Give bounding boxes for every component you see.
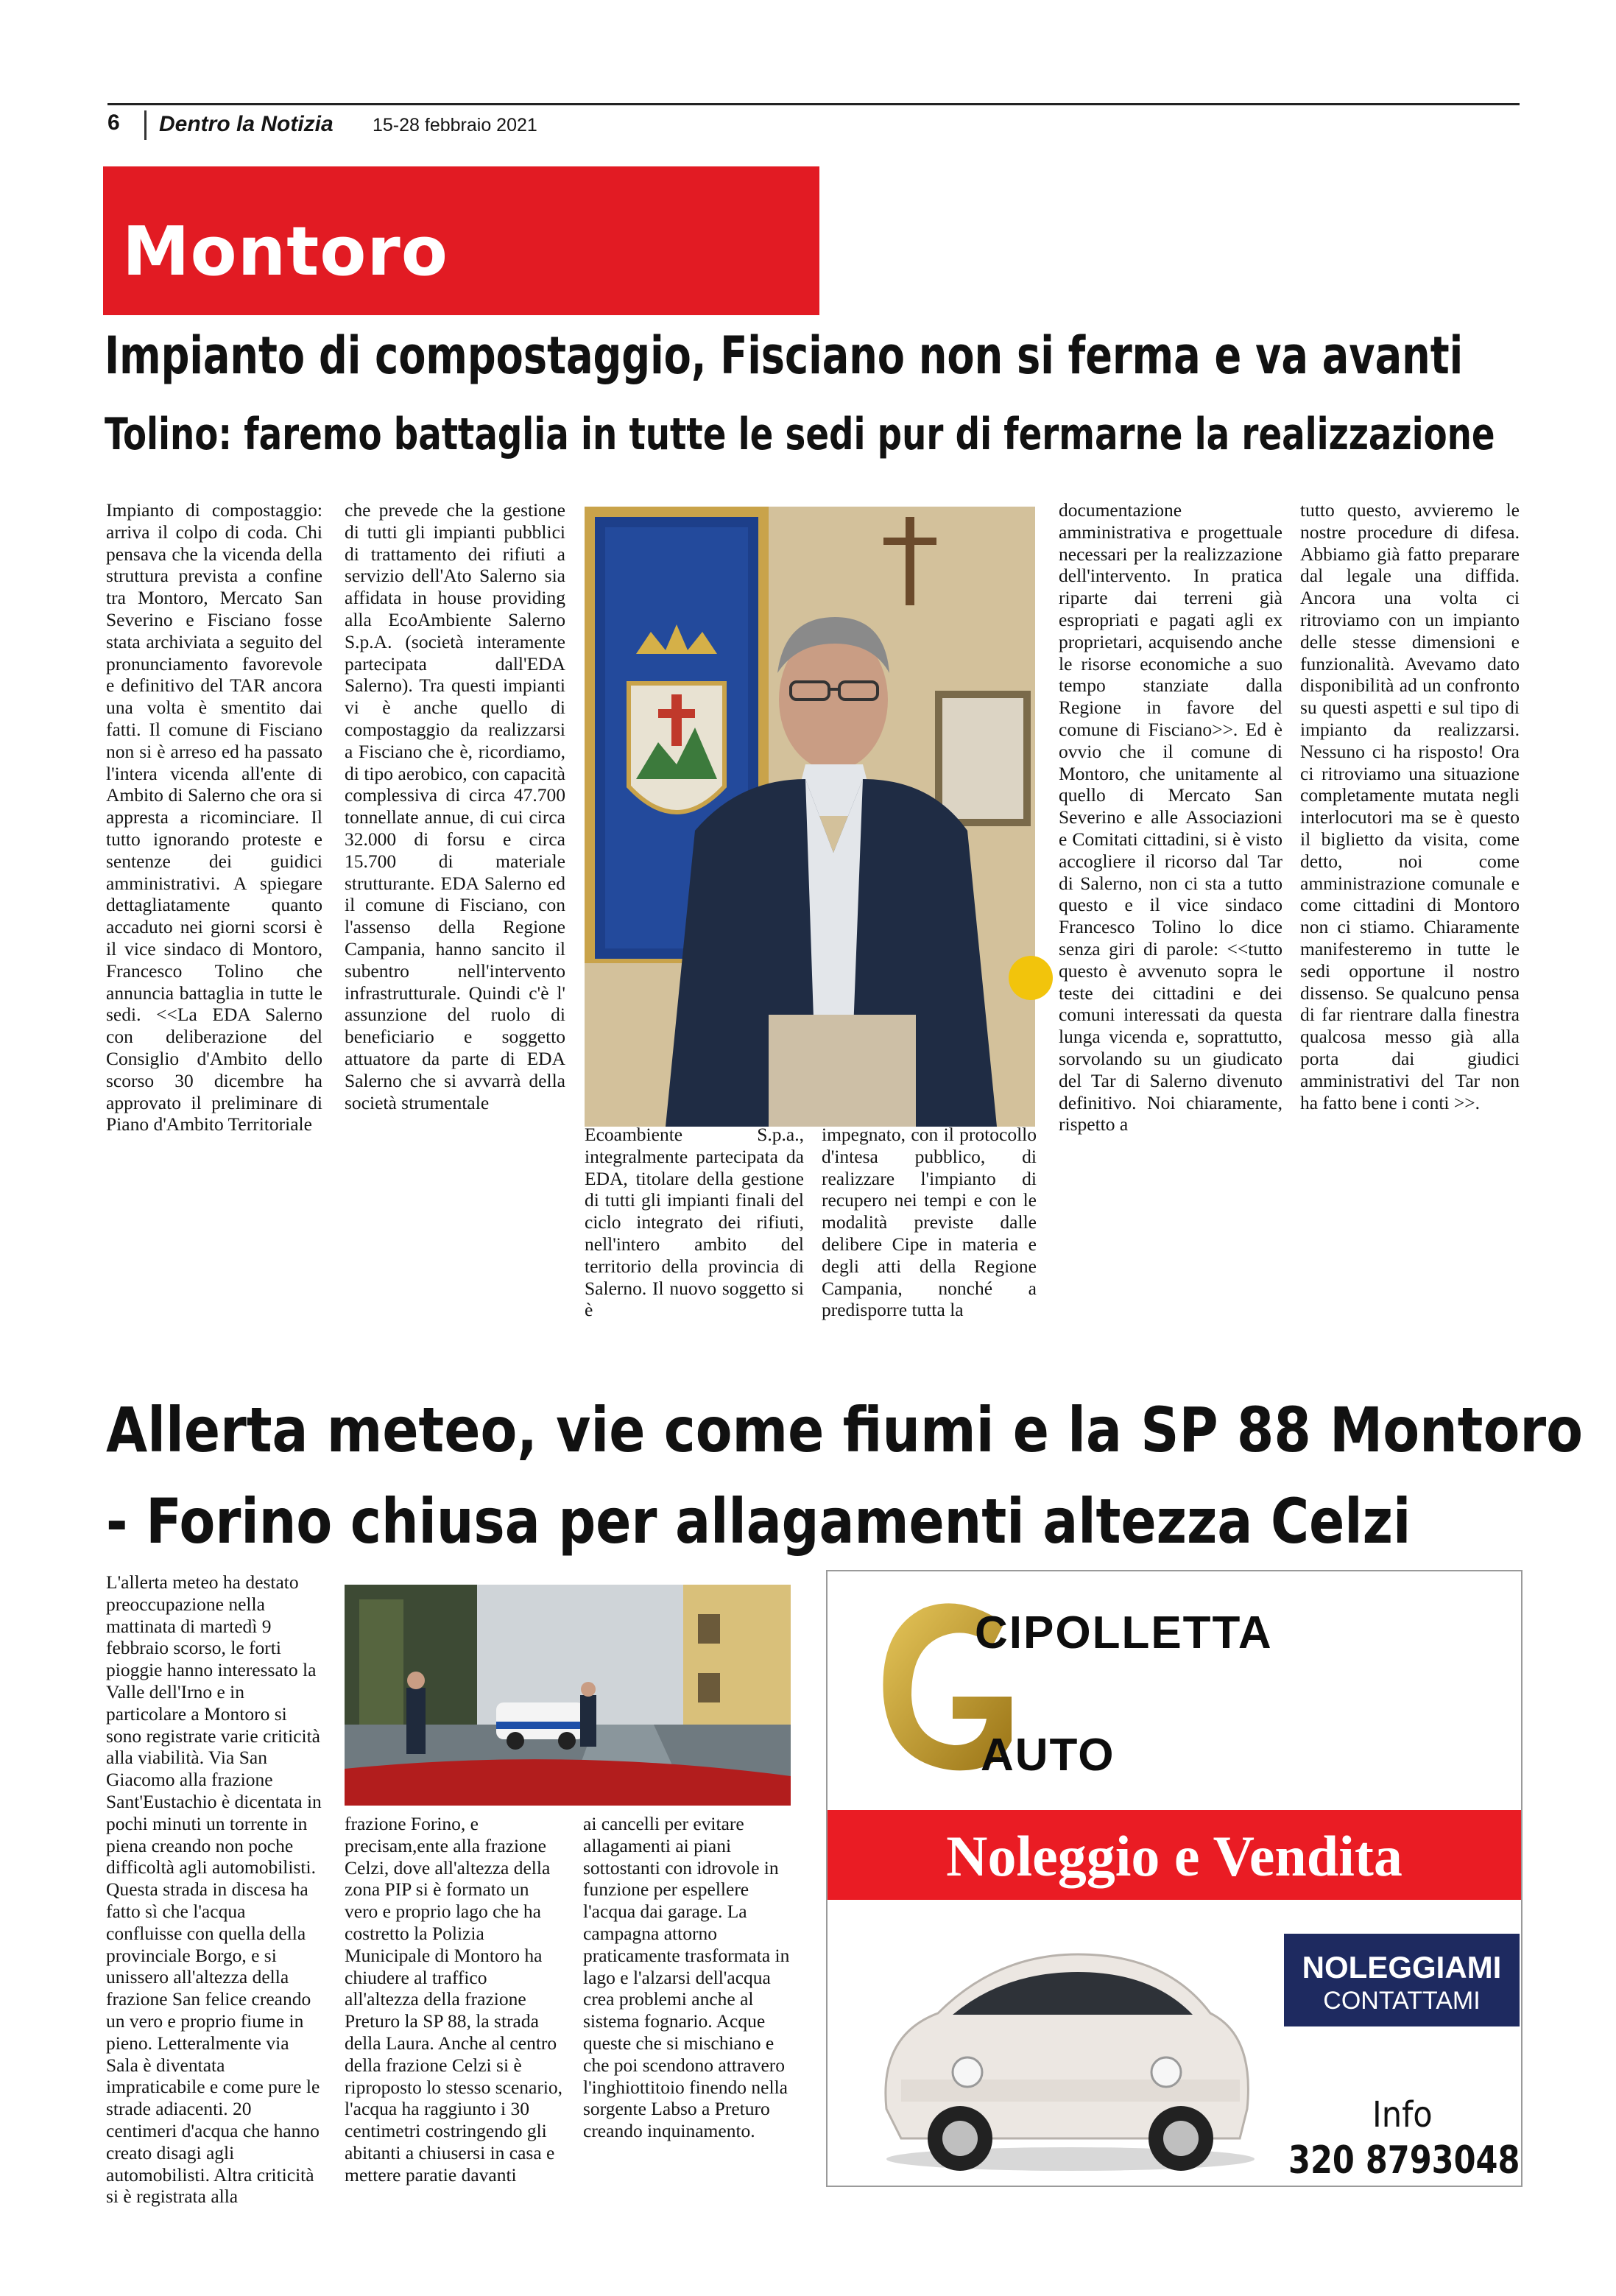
- publication-name: Dentro la Notizia: [159, 112, 334, 136]
- article1-column-5: documentazione amministrativa e progettuale necessari per la realizzazione dell'intervento. In pratica riparte dai terreni già espropriati e pagati agli ex proprietari, acquisendo anche le risorse economiche a suo tempo stanziate dalla Regione in favore del comune di Fisciano>>. Ed è ovvio che il comune di Montoro, che unitamente al quello di Mercato San Severino e alle Associazioni e Comitati cittadini, si è visto accogliere il ricorso dal Tar di Salerno, non ci sta a tutto questo e il vice sindaco Francesco Tolino lo dice senza giri di parole: <<tutto questo è avvenuto sopra le teste dei cittadini e dei comuni interessati da questa lunga vicenda e, soprattutto, sorvolando su un giudicato del Tar di Salerno divenuto definitivo. Noi chiaramente, rispetto a: [1059, 499, 1282, 1135]
- article2-headline-line1: Allerta meteo, vie come fiumi e la SP 88 Montoro: [106, 1394, 1583, 1466]
- article2-column-1: L'allerta meteo ha destato preoccupazione nella mattinata di martedì 9 febbraio scorso, le forti pioggie hanno interessato la Valle dell'Irno e in particolare a Montoro si sono registrate varie criticità alla viabilità. Via San Giacomo alla frazione Sant'Eustachio è dicentata in pochi minuti un torrente in piena creando non poche difficoltà agli automobilisti. Questa strada in discesa ha fatto sì che l'acqua confluisse con quella della provinciale Borgo, e si unissero all'altezza della frazione San felice creando un vero e proprio fiume in pieno. Letteralmente via Sala è diventata impraticabile e come pure le strade adiacenti. 20 centimeri d'acqua che hanno creato disagi agli automobilisti. Altra criticità si è registrata alla: [106, 1571, 322, 2208]
- ad-brand-sub: AUTO: [981, 1730, 1115, 1781]
- article1-subheadline: Tolino: faremo battaglia in tutte le sedi pur di fermarne la realizzazione: [105, 409, 1495, 460]
- article1-column-4: impegnato, con il protocollo d'intesa pubblico, di realizzare l'impianto di recupero nei tempi e con le modalità previste dalle delibere Cipe in materia e degli atti della Regione Campania, nonché a predisporre tutta la: [822, 1124, 1037, 1321]
- section-title: Montoro: [122, 212, 449, 291]
- noleggiami-badge: [1284, 1934, 1520, 2026]
- header-rule: [107, 103, 1520, 105]
- flooded-road-image: [345, 1585, 791, 1806]
- article2-column-3: ai cancelli per evitare allagamenti ai piani sottostanti con idrovole in funzione per espellere l'acqua dai garage. La campagna attorno praticamente trasformata in lago e l'alzarsi dell'acqua crea problemi anche al sistema fognario. Acque queste che si mischiano e che poi scendono attravero l'inghiottitoio finendo nella sorgente Labso a Preturo creando inquinamento.: [583, 1813, 790, 2142]
- page-number: 6: [107, 110, 120, 135]
- cipolletta-advert: [826, 1570, 1523, 2187]
- ad-badge-line1: NOLEGGIAMI: [1302, 1950, 1502, 1985]
- article2-headline-line2: - Forino chiusa per allagamenti altezza Celzi: [106, 1485, 1411, 1557]
- article1-photo: [585, 507, 1035, 1127]
- ad-info-label: Info: [1372, 2094, 1433, 2135]
- article1-headline: Impianto di compostaggio, Fisciano non si ferma e va avanti: [105, 325, 1464, 386]
- portrait-image: [585, 507, 1035, 1127]
- article1-column-3: Ecoambiente S.p.a., integralmente partecipata da EDA, titolare della gestione di tutti gli impianti finali del ciclo integrato dei rifiuti, nell'intero ambito del territorio della provincia di Salerno. Il nuovo soggetto si è: [585, 1124, 804, 1321]
- section-banner: [103, 166, 819, 315]
- ad-brand-name: CIPOLLETTA: [975, 1607, 1273, 1658]
- issue-date: 15-28 febbraio 2021: [373, 115, 537, 135]
- header-separator: [144, 110, 147, 140]
- article2-column-2: frazione Forino, e precisam,ente alla frazione Celzi, dove all'altezza della zona PIP si è formato un vero e proprio lago che ha costretto la Polizia Municipale di Montoro ha chiudere al traffico all'altezza della frazione Preturo la SP 88, la strada della Laura. Anche al centro della frazione Celzi si è riproposto lo stesso scenario, l'acqua ha raggiunto i 30 centimetri costringendo gli abitanti a chiusersi in casa e mettere paratie davanti: [345, 1813, 563, 2186]
- article1-column-6: tutto questo, avvieremo le nostre procedure di difesa. Abbiamo già fatto preparare dal legale una diffida. Ancora una volta ci ritroviamo con un impianto delle stesse dimensioni e funzionalità. Avevamo dato disponibilità ad un confronto su questi aspetti e sul tipo di impianto da realizzarsi. Nessuno ci ha risposto! Ora ci ritroviamo una situazione completamente mutata negli interlocutori ma se è questo il biglietto da visita, come detto, noi come amministrazione comunale e come cittadini di Montoro non ci stiamo. Chiaramente manifesteremo in tutte le sedi opportune il nostro dissenso. Se qualcuno pensa di far rientrare dalla finestra qualcosa messo già alla porta dai giudici amministrativi del Tar non ha fatto bene i conti >>.: [1300, 499, 1520, 1113]
- article1-column-2: che prevede che la gestione di tutti gli impianti pubblici di trattamento dei rifiuti a servizio dell'Ato Salerno sia affidata in house providing alla EcoAmbiente Salerno S.p.A. (società interamente partecipata dall'EDA Salerno). Tra questi impianti vi è anche quello di compostaggio da realizzarsi a Fisciano che è, ricordiamo, di tipo aerobico, con capacità complessiva di circa 47.700 tonnellate annue, di cui circa 32.000 di forsu e circa 15.700 di materiale strutturante. EDA Salerno ed il comune di Fisciano, con l'assenso della Regione Campania, hanno sancito il subentro nell'intervento infrastrutturale. Quindi c'è l' assunzione del ruolo di beneficiario e soggetto attuatore da parte di EDA Salerno che si avvarrà della società strumentale: [345, 499, 565, 1113]
- ad-phone-number: 320 8793048: [1288, 2138, 1520, 2183]
- article1-column-1: Impianto di compostaggio: arriva il colpo di coda. Chi pensava che la vicenda della struttura prevista a confine tra Montoro, Mercato San Severino e Fisciano fosse stata archiviata a seguito del pronunciamento favorevole e definitivo del TAR ancora una volta è smentito dai fatti. Il comune di Fisciano non si è arreso ed ha passato l'intera vicenda all'ente di Ambito di Salerno che ora si appresta a ricominciare. Il tutto ignorando proteste e sentenze dei guidici amministrativi. A spiegare dettagliatamente quanto accaduto nei giorni scorsi è il vice sindaco di Montoro, Francesco Tolino che annuncia battaglia in tutte le sedi. <<La EDA Salerno con deliberazione del Consiglio d'Ambito dello scorso 30 dicembre ha approvato il preliminare di Piano d'Ambito Territoriale: [106, 499, 322, 1135]
- fiat-500-car-image: [857, 1925, 1269, 2175]
- ad-tagline: Noleggio e Vendita: [946, 1824, 1402, 1888]
- ad-badge-line2: CONTATTAMI: [1323, 1987, 1481, 2015]
- article2-photo: [345, 1585, 791, 1806]
- ad-tagline-bar: [828, 1810, 1521, 1900]
